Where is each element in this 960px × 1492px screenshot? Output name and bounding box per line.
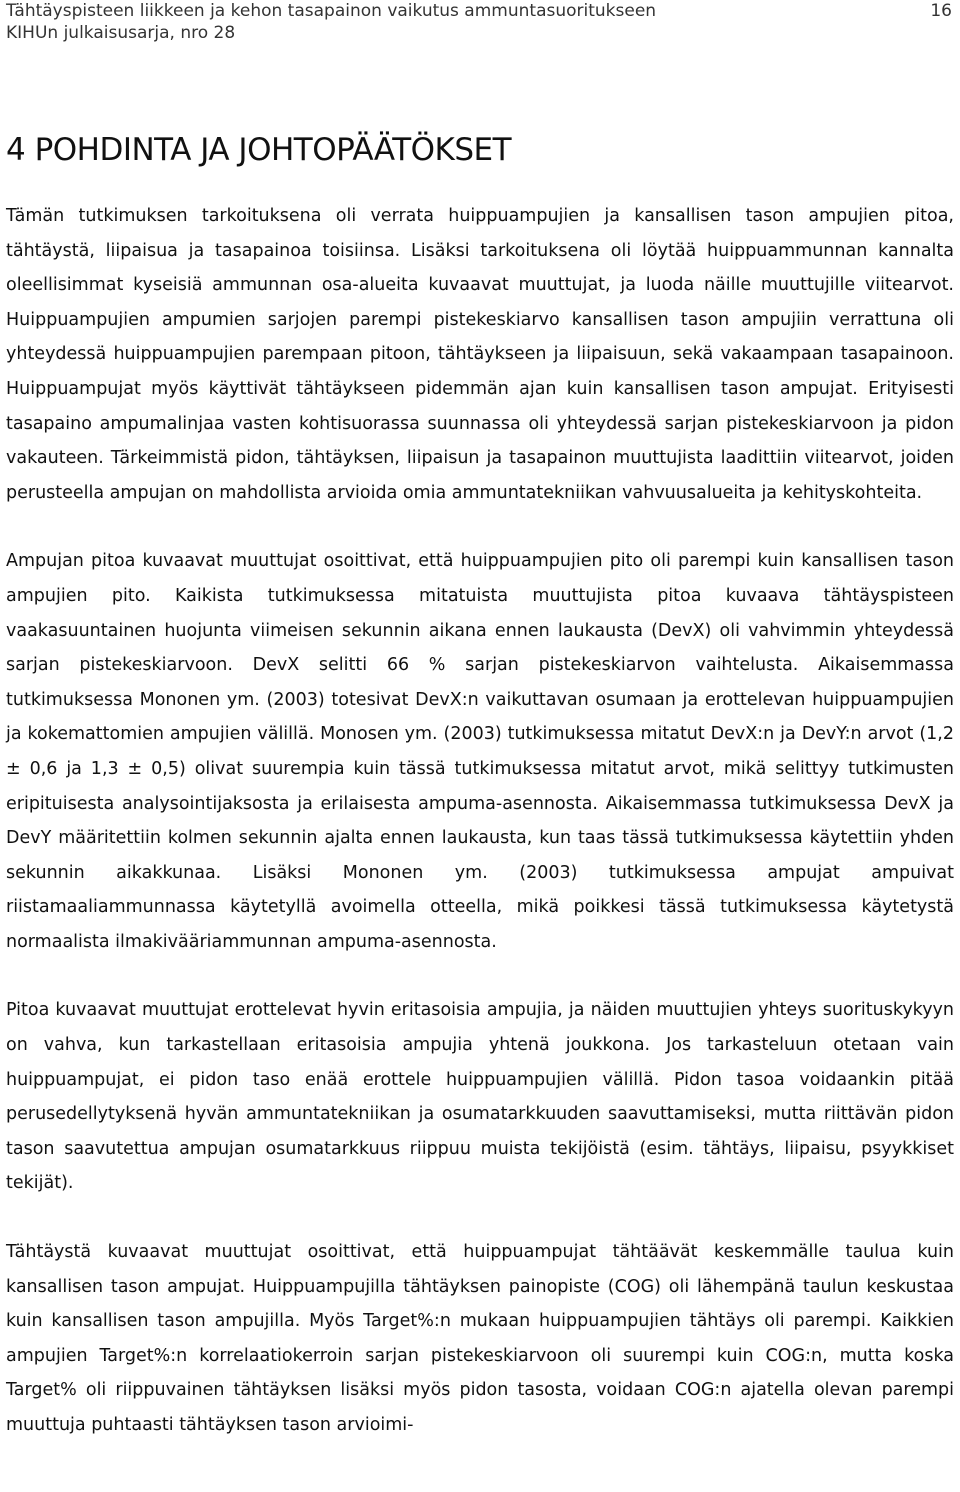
paragraph: Ampujan pitoa kuvaavat muuttujat osoittivat, että huippuampujien pito oli parempi kuin kansallisen tason ampujien pito. Kaikista tutkimuksessa mitatuista muuttujista pitoa kuvaava tähtäyspisteen vaakasuuntainen huojunta viimeisen sekunnin aikana ennen laukausta (DevX) oli vahvimmin yhteydessä sarjan pistekeskiarvoon. DevX selitti 66 % sarjan pistekeskiarvon vaihtelusta. Aikaisemmassa tutkimuksessa Mononen ym. (2003) totesivat DevX:n vaikuttavan osumaan ja erottelevan huippuampujien ja kokemattomien ampujien välillä. Monosen ym. (2003) tutkimuksessa mitatut DevX:n ja DevY:n arvot (1,2 ± 0,6 ja 1,3 ± 0,5) olivat suurempia kuin tässä tutkimuksessa mitatut arvot, mikä selittyy tutkimusten eripituisesta analysointijaksosta ja erilaisesta ampuma-asennosta. Aikaisemmassa tutkimuksessa DevX ja DevY määritettiin kolmen sekunnin ajalta ennen laukausta, kun taas tässä tutkimuksessa käytettiin yhden sekunnin aikakkunaa. Lisäksi Mononen ym. (2003) tutkimuksessa ampujat ampuivat riistamaaliammunnassa käytetyllä avoimella otteella, mikä poikkesi tässä tutkimuksessa käytetystä normaalista ilmakivääriammunnan ampuma-asennosta. (6, 551, 954, 952)
paragraph: Tähtäystä kuvaavat muuttujat osoittivat, että huippuampujat tähtäävät keskemmälle taulua kuin kansallisen tason ampujat. Huippuampujilla tähtäyksen painopiste (COG) oli lähempänä taulun keskustaa kuin kansallisen tason ampujilla. Myös Target%:n mukaan huippuampujien tähtäys oli parempi. Kaikkien ampujien Target%:n korrelaatiokerroin sarjan pistekeskiarvoon oli suurempi kuin COG:n, mutta koska Target% oli riippuvainen tähtäyksen lisäksi myös pidon tasosta, voidaan COG:n ajatella olevan parempi muuttuja puhtaasti tähtäyksen tason arvioimi- (6, 1242, 954, 1435)
paragraph: Pitoa kuvaavat muuttujat erottelevat hyvin eritasoisia ampujia, ja näiden muuttujien yhteys suorituskykyyn on vahva, kun tarkastellaan eritasoisia ampujia yhtenä joukkona. Jos tarkasteluun otetaan vain huippuampujat, ei pidon taso enää erottele huippuampujien välillä. Pidon tasoa voidaankin pitää perusedellytyksenä hyvän ammuntatekniikan ja osumatarkkuuden saavuttamiseksi, mutta riittävän pidon tason saavutettua ampujan osumatarkkuus riippuu muista tekijöistä (esim. tähtäys, liipaisu, psyykkiset tekijät). (6, 1000, 954, 1194)
chapter-body (6, 199, 954, 1477)
running-header (6, 0, 954, 44)
chapter-title: 4 POHDINTA JA JOHTOPÄÄTÖKSET (6, 132, 512, 168)
header-title: Tähtäyspisteen liikkeen ja kehon tasapainon vaikutus ammuntasuoritukseen (6, 1, 657, 21)
page-number: 16 (930, 1, 952, 21)
paragraph: Tämän tutkimuksen tarkoituksena oli verrata huippuampujien ja kansallisen tason ampujien pitoa, tähtäystä, liipaisua ja tasapainoa toisiinsa. Lisäksi tarkoituksena oli löytää huippuammunnan kannalta oleellisimmat kyseisiä ammunnan osa-alueita kuvaavat muuttujat, ja luoda näille muuttujille viitearvot. Huippuampujien ampumien sarjojen parempi pistekeskiarvo kansallisen tason ampujiin verrattuna oli yhteydessä huippuampujien parempaan pitoon, tähtäykseen ja liipaisuun, sekä vakaampaan tasapainoon. Huippuampujat myös käyttivät tähtäykseen pidemmän ajan kuin kansallisen tason ampujat. Erityisesti tasapaino ampumalinjaa vasten kohtisuorassa suunnassa oli yhteydessä sarjan pistekeskiarvoon ja pidon vakauteen. Tärkeimmistä pidon, tähtäyksen, liipaisun ja tasapainon muuttujista laadittiin viitearvot, joiden perusteella ampujan on mahdollista arvioida omia ammuntatekniikan vahvuusalueita ja kehityskohteita. (6, 206, 954, 503)
header-series: KIHUn julkaisusarja, nro 28 (6, 23, 236, 43)
